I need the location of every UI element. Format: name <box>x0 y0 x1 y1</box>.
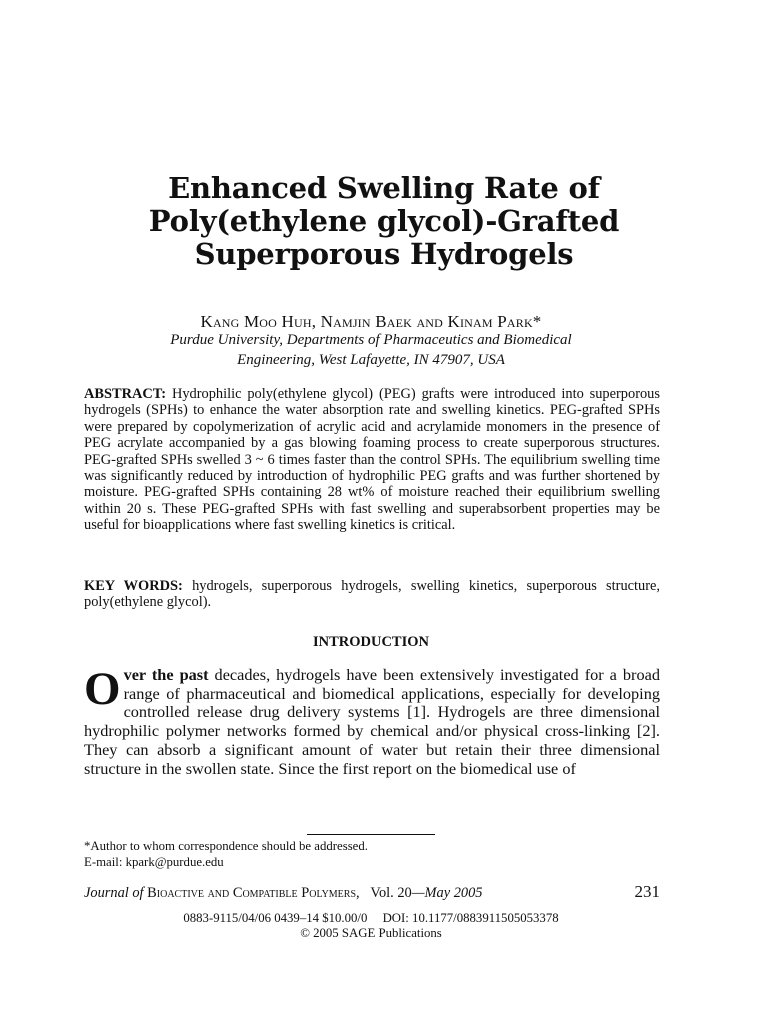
journal-date: —May 2005 <box>411 885 483 901</box>
copyright: © 2005 SAGE Publications <box>300 925 442 940</box>
journal-citation <box>84 884 483 902</box>
drop-cap: O <box>84 663 121 715</box>
journal-volume: Vol. 20 <box>370 885 412 901</box>
journal-prefix: Journal of <box>84 885 144 901</box>
affiliation-line: Purdue University, Departments of Pharmaceutics and Biomedical <box>170 332 572 348</box>
correspondence-note: *Author to whom correspondence should be addressed. <box>84 839 368 853</box>
author-list: Kang Moo Huh, Namjin Baek and Kinam Park* <box>200 312 542 331</box>
keywords-text: hydrogels, superporous hydrogels, swelling kinetics, superporous structure, poly(ethylene glycol). <box>84 578 660 611</box>
journal-name: Bioactive and Compatible Polymers, <box>147 885 360 901</box>
doi: DOI: 10.1177/0883911505053378 <box>382 911 559 925</box>
issn-code: 0883-9115/04/06 0439–14 $10.00/0 <box>183 911 368 925</box>
introduction-text: decades, hydrogels have been extensively investigated for a broad range of pharmaceutical and biomedical applications, especially for developing controlled release drug delivery systems [1]. Hydrogels are three dimensional hydrophilic polymer networks formed by chemical and/or physical cross-linking [2]. They can absorb a significant amount of water but retain their three dimensional structure in the swollen state. Since the first report on the biomedical use of <box>84 665 660 778</box>
page-number: 231 <box>634 882 660 901</box>
email-note: E-mail: kpark@purdue.edu <box>84 854 224 869</box>
lead-in-text: ver the past <box>123 665 209 684</box>
publication-identifiers <box>0 911 742 940</box>
abstract <box>84 386 660 534</box>
section-heading: INTRODUCTION <box>312 634 429 650</box>
affiliation-line: Engineering, West Lafayette, IN 47907, USA <box>237 352 505 368</box>
abstract-label: ABSTRACT: <box>84 386 167 402</box>
paper-title <box>0 172 768 271</box>
keywords <box>84 578 660 611</box>
footnote <box>84 839 660 870</box>
introduction-paragraph <box>84 663 660 778</box>
affiliation <box>0 330 742 370</box>
title-line: Enhanced Swelling Rate of <box>168 171 600 205</box>
footnote-rule <box>307 834 435 835</box>
keywords-label: KEY WORDS: <box>84 578 183 594</box>
abstract-text: Hydrophilic poly(ethylene glycol) (PEG) grafts were introduced into superporous hydrogels (SPHs) to enhance the water absorption rate and swelling kinetics. PEG-grafted SPHs were prepared by copolymerization of acrylic acid and acrylamide monomers in the presence of PEG acrylate accompanied by a gas blowing foaming process to create superporous structures. PEG-grafted SPHs swelled 3 ~ 6 times faster than the control SPHs. The equilibrium swelling time was significantly reduced by introduction of hydrophilic PEG grafts and was further shortened by moisture. PEG-grafted SPHs containing 28 wt% of moisture reached their equilibrium swelling within 20 s. These PEG-grafted SPHs with fast swelling and superabsorbent properties may be useful for bioapplications where fast swelling kinetics is critical. <box>84 386 660 534</box>
title-line: Superporous Hydrogels <box>194 237 574 271</box>
title-line: Poly(ethylene glycol)-Grafted <box>148 204 620 238</box>
